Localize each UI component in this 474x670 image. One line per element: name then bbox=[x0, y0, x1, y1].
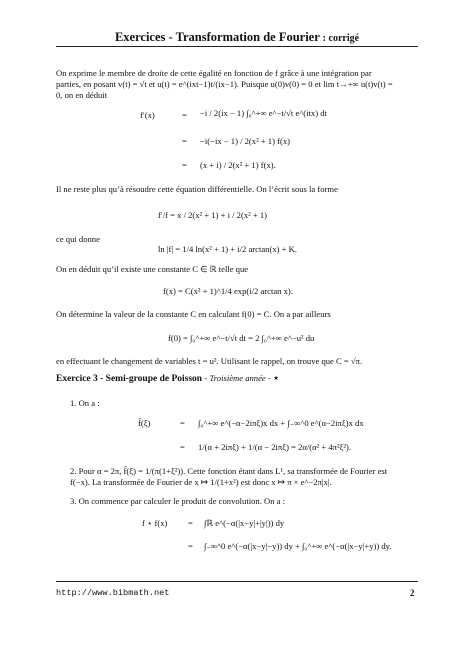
rappel-text: en effectuant le changement de variables t = u². Utilisant le rappel, on trouve que C = √π. bbox=[56, 356, 363, 366]
item-1-label: 1. On a : bbox=[70, 398, 100, 408]
header-subtitle: : corrigé bbox=[322, 33, 360, 44]
header-rule bbox=[56, 46, 418, 47]
header-title: Exercices - Transformation de Fourier bbox=[114, 30, 320, 44]
fhat-lhs: f̂(ξ) bbox=[138, 418, 151, 428]
fx-equation: f(x) = C(x² + 1)^1/4 exp(i/2 arctan x). bbox=[163, 286, 293, 296]
eq-sign: = bbox=[188, 541, 193, 551]
star-icon: ⋆ bbox=[273, 374, 280, 384]
eq-sign: = bbox=[188, 518, 193, 528]
gives-text: ce qui donne bbox=[56, 234, 100, 244]
exercise-3-year: - Troisième année - bbox=[204, 373, 271, 383]
eq-sign: = bbox=[182, 160, 187, 170]
item-2-line-1: 2. Pour α = 2π, f̂(ξ) = 1/(π(1+ξ²)). Cette fonction étant dans L¹, sa transformée de Fourier est bbox=[70, 466, 388, 476]
conv-lhs: f ⋆ f(x) bbox=[142, 518, 168, 528]
eq-sign: = bbox=[180, 418, 185, 428]
conv-line-2: ∫₋∞^0 e^(−α(|x−y|−y)) dy + ∫₀^+∞ e^(−α(|x−y|+y)) dy. bbox=[204, 541, 392, 551]
fhat-line-2: 1/(α + 2iπξ) + 1/(α − 2iπξ) = 2α/(α² + 4π²ξ²). bbox=[198, 442, 352, 452]
ln-equation: ln |f| = 1/4 ln(x² + 1) + i/2 arctan(x) + K. bbox=[158, 244, 298, 254]
intro-line-3: 0, on en déduit bbox=[56, 90, 108, 101]
page-number: 2 bbox=[410, 588, 415, 598]
fhat-line-1: ∫₀^+∞ e^(−α−2iπξ)x dx + ∫₋∞^0 e^(α−2iπξ)x dx bbox=[198, 418, 364, 428]
f0-equation: f(0) = ∫₀^+∞ e^−t/√t dt = 2 ∫₀^+∞ e^−u² du bbox=[168, 333, 315, 343]
eq-sign: = bbox=[180, 442, 185, 452]
determine-text: On détermine la valeur de la constante C en calculant f(0) = C. On a par ailleurs bbox=[56, 309, 331, 319]
footer-rule bbox=[56, 581, 418, 582]
fprime-line-2: −i(−ix − 1) / 2(x² + 1) f(x) bbox=[200, 136, 290, 146]
footer-url-link[interactable]: http://www.bibmath.net bbox=[56, 588, 170, 598]
item-2-line-2: f(−x). La transformée de Fourier de x ↦ 1/(1+x²) est donc x ↦ π × e^−2π|x|. bbox=[70, 477, 332, 488]
fprime-lhs: f′(x) bbox=[140, 110, 155, 120]
intro-line-1: On exprime le membre de droite de cette égalité en fonction de f grâce à une intégration par bbox=[56, 68, 372, 78]
intro-line-2: parties, en posant v(t) = √t et u(t) = e^(ixt−1)t/(ix−1). Puisque u(0)v(0) = 0 et lim t→+∞ u(t)v(t) = bbox=[56, 79, 393, 90]
fprime-line-3: (x + i) / 2(x² + 1) f(x). bbox=[200, 160, 276, 170]
exercise-3-title: Exercice 3 - Semi-groupe de Poisson bbox=[56, 374, 203, 384]
eq-sign: = bbox=[182, 136, 187, 146]
item-2-paragraph bbox=[70, 466, 418, 488]
exercise-3-heading bbox=[56, 373, 279, 384]
fprime-line-1: −i / 2(ix − 1) ∫₀^+∞ e^−t/√t e^(itx) dt bbox=[200, 108, 327, 118]
item-3-label: 3. On commence par calculer le produit de convolution. On a : bbox=[70, 496, 286, 506]
constant-text: On en déduit qu’il existe une constante C ∈ ℝ telle que bbox=[56, 264, 249, 274]
intro-paragraph bbox=[56, 68, 418, 102]
diffeq-text: Il ne reste plus qu’à résoudre cette équation différentielle. On l’écrit sous la forme bbox=[56, 184, 338, 194]
eq-sign: = bbox=[182, 110, 187, 120]
conv-line-1: ∫ℝ e^(−α(|x−y|+|y|)) dy bbox=[204, 518, 285, 528]
page-header bbox=[56, 30, 418, 45]
diffeq-equation: f′/f = x / 2(x² + 1) + i / 2(x² + 1) bbox=[158, 210, 267, 220]
